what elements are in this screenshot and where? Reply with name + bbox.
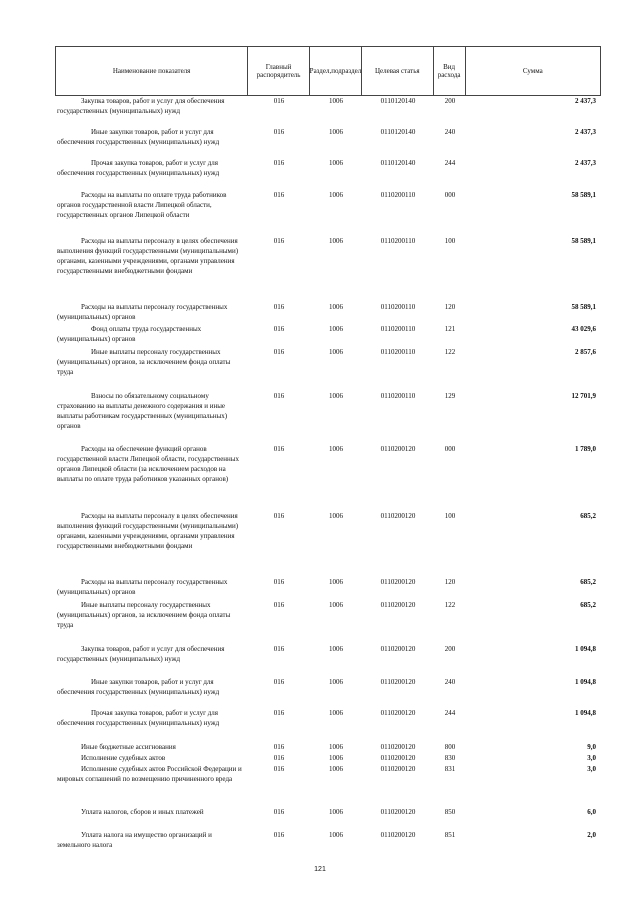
- row-grbs: 016: [273, 678, 285, 686]
- row-name: Взносы по обязательному социальному страхованию на выплаты денежного содержания и иные выплаты работникам государственных (муниципальных) органов: [57, 392, 228, 430]
- row-type: 800: [444, 743, 456, 751]
- row-section: 1006: [329, 237, 343, 245]
- row-type: 831: [444, 765, 456, 773]
- row-name: Расходы на выплаты персоналу государственных (муниципальных) органов: [57, 303, 228, 321]
- row-sum: 58 589,1: [571, 237, 596, 245]
- row-sum: 58 589,1: [571, 191, 596, 199]
- row-sum: 685,2: [580, 512, 596, 520]
- page-number: 121: [314, 866, 326, 873]
- header-target: Целевая статья: [362, 47, 434, 95]
- row-type: 100: [444, 237, 456, 245]
- row-sum: 3,0: [587, 765, 596, 773]
- row-target: 0110200110: [380, 237, 416, 245]
- row-grbs: 016: [273, 159, 285, 167]
- row-grbs: 016: [273, 645, 285, 653]
- row-target: 0110200120: [380, 754, 416, 762]
- row-grbs: 016: [273, 512, 285, 520]
- row-section: 1006: [329, 445, 343, 453]
- row-grbs: 016: [273, 601, 285, 609]
- row-name: Исполнение судебных актов: [81, 754, 166, 762]
- header-name: Наименование показателя: [56, 47, 248, 95]
- row-target: 0110200110: [380, 392, 416, 400]
- row-section: 1006: [329, 128, 343, 136]
- row-grbs: 016: [273, 754, 285, 762]
- row-target: 0110200120: [380, 743, 416, 751]
- row-target: 0110200120: [380, 645, 416, 653]
- row-type: 122: [444, 348, 456, 356]
- row-section: 1006: [329, 348, 343, 356]
- row-type: 244: [444, 709, 456, 717]
- row-type: 244: [444, 159, 456, 167]
- row-section: 1006: [329, 392, 343, 400]
- row-target: 0110120140: [380, 159, 416, 167]
- row-grbs: 016: [273, 325, 285, 333]
- row-section: 1006: [329, 765, 343, 773]
- row-sum: 1 094,8: [575, 645, 596, 653]
- row-name: Закупка товаров, работ и услуг для обеспечения государственных (муниципальных) нужд: [57, 645, 225, 663]
- row-sum: 1 094,8: [575, 678, 596, 686]
- row-name: Иные закупки товаров, работ и услуг для обеспечения государственных (муниципальных) нужд: [57, 128, 220, 146]
- row-target: 0110200110: [380, 348, 416, 356]
- row-target: 0110200110: [380, 191, 416, 199]
- row-target: 0110200110: [380, 303, 416, 311]
- row-sum: 1 789,0: [575, 445, 596, 453]
- row-section: 1006: [329, 709, 343, 717]
- row-sum: 685,2: [580, 578, 596, 586]
- row-grbs: 016: [273, 808, 285, 816]
- header-section: Раздел,подраздел: [310, 47, 362, 95]
- row-type: 850: [444, 808, 456, 816]
- row-type: 000: [444, 191, 456, 199]
- row-name: Расходы на обеспечение функций органов государственной власти Липецкой области, государственных органов Липецкой области (за исключением расходов на выплаты по оплате труда работников указанных органов): [57, 445, 239, 483]
- row-section: 1006: [329, 191, 343, 199]
- row-grbs: 016: [273, 765, 285, 773]
- row-section: 1006: [329, 808, 343, 816]
- row-name: Прочая закупка товаров, работ и услуг для обеспечения государственных (муниципальных) нужд: [57, 709, 220, 727]
- row-target: 0110200120: [380, 678, 416, 686]
- table-body: [55, 96, 601, 856]
- row-target: 0110200110: [380, 325, 416, 333]
- row-sum: 2 437,3: [575, 159, 596, 167]
- row-target: 0110200120: [380, 709, 416, 717]
- row-name: Иные выплаты персоналу государственных (муниципальных) органов, за исключением фонда оплаты труда: [57, 601, 231, 629]
- row-type: 120: [444, 578, 456, 586]
- row-name: Иные закупки товаров, работ и услуг для обеспечения государственных (муниципальных) нужд: [57, 678, 220, 696]
- row-type: 121: [444, 325, 456, 333]
- row-grbs: 016: [273, 348, 285, 356]
- row-grbs: 016: [273, 709, 285, 717]
- row-sum: 2 437,3: [575, 128, 596, 136]
- row-sum: 6,0: [587, 808, 596, 816]
- row-name: Расходы на выплаты персоналу в целях обеспечения выполнения функций государственными (муниципальными) органами, казенными учреждениями, органами управления государственными внебюджетными фондами: [57, 512, 239, 550]
- row-name: Расходы на выплаты по оплате труда работников органов государственной власти Липецкой области, государственных органов Липецкой области: [57, 191, 227, 219]
- row-sum: 2 437,3: [575, 97, 596, 105]
- row-target: 0110200120: [380, 445, 416, 453]
- header-type: Вид расхода: [434, 47, 466, 95]
- row-grbs: 016: [273, 445, 285, 453]
- row-type: 000: [444, 445, 456, 453]
- row-sum: 2,0: [587, 831, 596, 839]
- row-type: 129: [444, 392, 456, 400]
- row-type: 200: [444, 97, 456, 105]
- row-grbs: 016: [273, 392, 285, 400]
- row-name: Расходы на выплаты персоналу государственных (муниципальных) органов: [57, 578, 228, 596]
- row-grbs: 016: [273, 578, 285, 586]
- row-target: 0110200120: [380, 512, 416, 520]
- row-section: 1006: [329, 831, 343, 839]
- row-name: Иные бюджетные ассигнования: [81, 743, 176, 751]
- row-target: 0110120140: [380, 128, 416, 136]
- row-type: 240: [444, 678, 456, 686]
- header-grbs: Главный распорядитель: [248, 47, 310, 95]
- row-type: 100: [444, 512, 456, 520]
- row-target: 0110200120: [380, 578, 416, 586]
- row-name: Исполнение судебных актов Российской Федерации и мировых соглашений по возмещению причиненного вреда: [57, 765, 242, 783]
- row-section: 1006: [329, 512, 343, 520]
- row-type: 122: [444, 601, 456, 609]
- row-section: 1006: [329, 303, 343, 311]
- row-type: 120: [444, 303, 456, 311]
- row-grbs: 016: [273, 831, 285, 839]
- header-sum: Сумма: [522, 67, 543, 75]
- row-sum: 43 029,6: [571, 325, 596, 333]
- row-target: 0110120140: [380, 97, 416, 105]
- row-type: 240: [444, 128, 456, 136]
- row-section: 1006: [329, 97, 343, 105]
- row-grbs: 016: [273, 237, 285, 245]
- row-sum: 12 701,9: [571, 392, 596, 400]
- row-section: 1006: [329, 325, 343, 333]
- row-name: Прочая закупка товаров, работ и услуг для обеспечения государственных (муниципальных) нужд: [57, 159, 220, 177]
- row-section: 1006: [329, 601, 343, 609]
- row-sum: 2 857,6: [575, 348, 596, 356]
- row-name: Расходы на выплаты персоналу в целях обеспечения выполнения функций государственными (муниципальными) органами, казенными учреждениями, органами управления государственными внебюджетными фондами: [57, 237, 239, 275]
- row-type: 830: [444, 754, 456, 762]
- row-section: 1006: [329, 578, 343, 586]
- row-section: 1006: [329, 678, 343, 686]
- row-section: 1006: [329, 754, 343, 762]
- row-sum: 58 589,1: [571, 303, 596, 311]
- row-grbs: 016: [273, 303, 285, 311]
- row-section: 1006: [329, 743, 343, 751]
- row-target: 0110200120: [380, 765, 416, 773]
- row-grbs: 016: [273, 128, 285, 136]
- row-grbs: 016: [273, 743, 285, 751]
- table-header: [55, 46, 601, 96]
- row-section: 1006: [329, 159, 343, 167]
- row-name: Закупка товаров, работ и услуг для обеспечения государственных (муниципальных) нужд: [57, 97, 225, 115]
- row-sum: 9,0: [587, 743, 596, 751]
- row-target: 0110200120: [380, 831, 416, 839]
- row-name: Фонд оплаты труда государственных (муниципальных) органов: [57, 325, 202, 343]
- row-grbs: 016: [273, 97, 285, 105]
- budget-table: [55, 46, 601, 856]
- row-type: 200: [444, 645, 456, 653]
- row-target: 0110200120: [380, 601, 416, 609]
- row-name: Уплата налогов, сборов и иных платежей: [81, 808, 204, 816]
- row-sum: 685,2: [580, 601, 596, 609]
- row-name: Иные выплаты персоналу государственных (муниципальных) органов, за исключением фонда оплаты труда: [57, 348, 231, 376]
- row-section: 1006: [329, 645, 343, 653]
- row-grbs: 016: [273, 191, 285, 199]
- row-sum: 3,0: [587, 754, 596, 762]
- row-target: 0110200120: [380, 808, 416, 816]
- row-name: Уплата налога на имущество организаций и земельного налога: [57, 831, 212, 849]
- row-type: 851: [444, 831, 456, 839]
- row-sum: 1 094,8: [575, 709, 596, 717]
